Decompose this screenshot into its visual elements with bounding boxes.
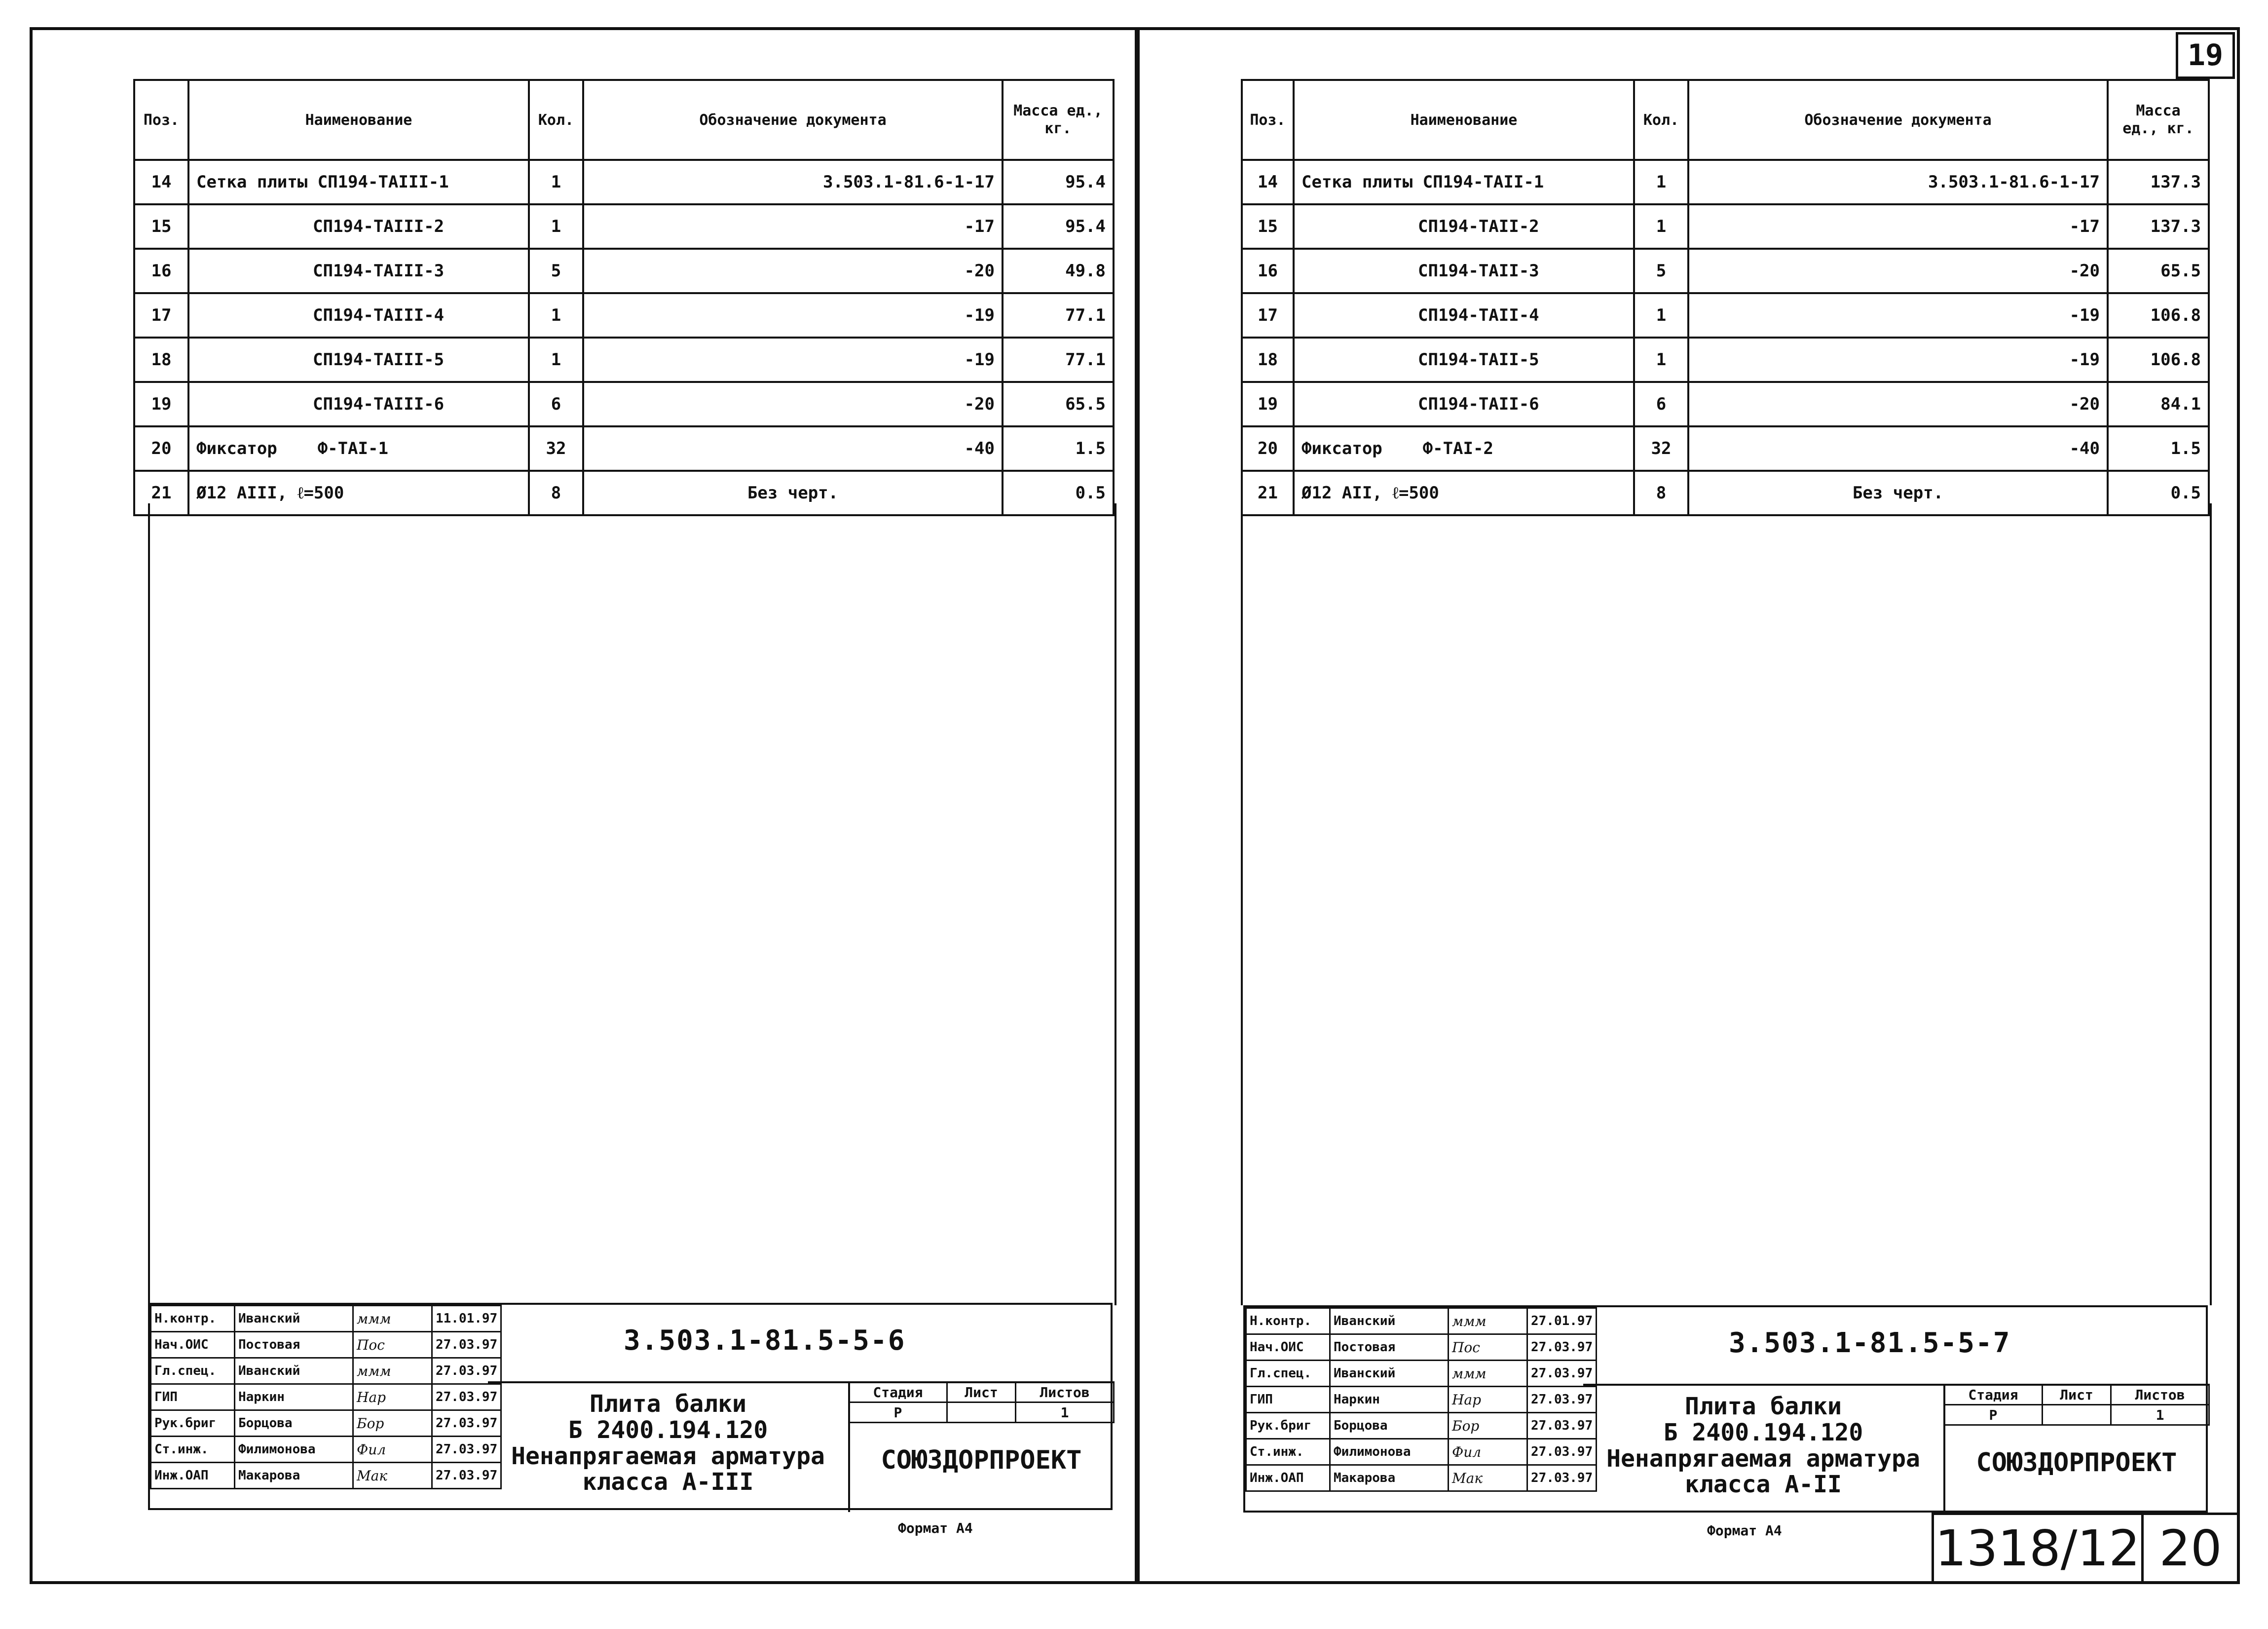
cell-qty: 6 xyxy=(529,382,583,426)
drawing-code: 3.503.1-81.5-5-7 xyxy=(1729,1327,2011,1359)
role: Гл.спец. xyxy=(151,1358,235,1384)
date: 27.03.97 xyxy=(1527,1334,1597,1361)
role: Н.контр. xyxy=(1246,1308,1330,1334)
cell-qty: 1 xyxy=(1634,338,1688,382)
title-line: Б 2400.194.120 xyxy=(1663,1418,1863,1446)
header-mass: Масса ед., кг. xyxy=(2108,80,2209,160)
table-row xyxy=(1242,204,2209,249)
table-row xyxy=(1242,382,2209,426)
approval-table-left xyxy=(150,1305,502,1489)
spec-table-left xyxy=(133,79,1115,516)
signature: Бор xyxy=(353,1410,432,1437)
title-line: класса А-II xyxy=(1685,1471,1842,1499)
cell-doc: -40 xyxy=(1688,426,2108,471)
album-sheet-number: 20 xyxy=(2141,1513,2240,1584)
date: 27.03.97 xyxy=(432,1358,501,1384)
cell-pos: 19 xyxy=(134,382,188,426)
date: 27.03.97 xyxy=(432,1410,501,1437)
stage-table-left xyxy=(848,1381,1115,1423)
cell-name: СП194-ТАII-4 xyxy=(1294,293,1634,338)
cell-qty: 1 xyxy=(529,160,583,204)
cell-pos: 20 xyxy=(1242,426,1294,471)
album-number: 1318/12 xyxy=(1932,1513,2144,1584)
cell-pos: 17 xyxy=(1242,293,1294,338)
date: 11.01.97 xyxy=(432,1306,501,1332)
cell-mass: 0.5 xyxy=(2108,471,2209,515)
role: Инж.ОАП xyxy=(151,1463,235,1489)
cell-mass: 77.1 xyxy=(1003,293,1114,338)
stage-value: Р xyxy=(1944,1405,2043,1425)
cell-mass: 106.8 xyxy=(2108,293,2209,338)
header-name: Наименование xyxy=(1294,80,1634,160)
title-line: Б 2400.194.120 xyxy=(568,1416,768,1444)
signature: Пос xyxy=(1449,1334,1527,1361)
approval-row xyxy=(1246,1465,1597,1491)
person: Макарова xyxy=(235,1463,353,1489)
cell-doc: -20 xyxy=(583,382,1003,426)
cell-mass: 77.1 xyxy=(1003,338,1114,382)
title-block-right xyxy=(1243,1305,2208,1513)
signature: Фил xyxy=(353,1437,432,1463)
approval-row xyxy=(1246,1439,1597,1465)
cell-qty: 5 xyxy=(1634,249,1688,293)
person: Иванский xyxy=(1330,1361,1449,1387)
person: Макарова xyxy=(1330,1465,1449,1491)
table-row xyxy=(134,249,1114,293)
approval-row xyxy=(151,1437,501,1463)
cell-qty: 1 xyxy=(1634,293,1688,338)
sheet-head: Лист xyxy=(2042,1385,2111,1405)
table-row xyxy=(134,160,1114,204)
cell-qty: 8 xyxy=(1634,471,1688,515)
title-line: Ненапрягаемая арматура xyxy=(511,1442,825,1470)
stage-head: Стадия xyxy=(849,1382,947,1402)
cell-qty: 5 xyxy=(529,249,583,293)
title-block-left xyxy=(148,1303,1113,1510)
approval-row xyxy=(151,1332,501,1358)
date: 27.03.97 xyxy=(1527,1387,1597,1413)
cell-doc: -17 xyxy=(583,204,1003,249)
role: Нач.ОИС xyxy=(1246,1334,1330,1361)
drawing-title xyxy=(490,1391,846,1495)
date: 27.03.97 xyxy=(432,1384,501,1410)
date: 27.03.97 xyxy=(1527,1465,1597,1491)
cell-doc: Без черт. xyxy=(1688,471,2108,515)
cell-doc: -20 xyxy=(583,249,1003,293)
cell-mass: 106.8 xyxy=(2108,338,2209,382)
cell-name: Фиксатор Ф-ТАI-2 xyxy=(1294,426,1634,471)
role: ГИП xyxy=(1246,1387,1330,1413)
cell-mass: 95.4 xyxy=(1003,204,1114,249)
approval-row xyxy=(151,1410,501,1437)
cell-name: СП194-ТАII-3 xyxy=(1294,249,1634,293)
cell-qty: 1 xyxy=(1634,160,1688,204)
corner-page-number: 19 xyxy=(2176,32,2235,79)
table-row xyxy=(134,338,1114,382)
cell-name: СП194-ТАIII-4 xyxy=(188,293,529,338)
cell-qty: 1 xyxy=(529,293,583,338)
cell-pos: 21 xyxy=(134,471,188,515)
cell-doc: 3.503.1-81.6-1-17 xyxy=(583,160,1003,204)
cell-pos: 15 xyxy=(1242,204,1294,249)
date: 27.03.97 xyxy=(432,1437,501,1463)
person: Постовая xyxy=(1330,1334,1449,1361)
cell-name: СП194-ТАIII-3 xyxy=(188,249,529,293)
cell-name: Фиксатор Ф-ТАI-1 xyxy=(188,426,529,471)
date: 27.03.97 xyxy=(1527,1413,1597,1439)
cell-pos: 18 xyxy=(1242,338,1294,382)
cell-mass: 84.1 xyxy=(2108,382,2209,426)
approval-row xyxy=(151,1306,501,1332)
table-row xyxy=(1242,338,2209,382)
table-row xyxy=(134,426,1114,471)
person: Иванский xyxy=(1330,1308,1449,1334)
table-row xyxy=(1242,160,2209,204)
approval-row xyxy=(1246,1413,1597,1439)
signature: Фил xyxy=(1449,1439,1527,1465)
cell-qty: 1 xyxy=(1634,204,1688,249)
header-pos: Поз. xyxy=(1242,80,1294,160)
cell-name: Сетка плиты СП194-ТАIII-1 xyxy=(188,160,529,204)
cell-doc: -19 xyxy=(583,338,1003,382)
person: Филимонова xyxy=(1330,1439,1449,1465)
signature: ммм xyxy=(353,1358,432,1384)
cell-doc: 3.503.1-81.6-1-17 xyxy=(1688,160,2108,204)
cell-qty: 1 xyxy=(529,338,583,382)
cell-mass: 1.5 xyxy=(2108,426,2209,471)
cell-pos: 16 xyxy=(134,249,188,293)
cell-doc: -19 xyxy=(1688,293,2108,338)
cell-name: СП194-ТАII-5 xyxy=(1294,338,1634,382)
title-line: Ненапрягаемая арматура xyxy=(1606,1444,1920,1473)
cell-pos: 21 xyxy=(1242,471,1294,515)
role: Н.контр. xyxy=(151,1306,235,1332)
sheets-head: Листов xyxy=(2111,1385,2209,1405)
table-row xyxy=(1242,293,2209,338)
cell-name: СП194-ТАIII-2 xyxy=(188,204,529,249)
cell-mass: 65.5 xyxy=(1003,382,1114,426)
header-qty: Кол. xyxy=(1634,80,1688,160)
table-row xyxy=(134,382,1114,426)
approval-row xyxy=(1246,1361,1597,1387)
sheets-head: Листов xyxy=(1016,1382,1114,1402)
drawing-title xyxy=(1586,1394,1941,1498)
approval-row xyxy=(1246,1308,1597,1334)
signature: Бор xyxy=(1449,1413,1527,1439)
cell-qty: 32 xyxy=(1634,426,1688,471)
role: Ст.инж. xyxy=(151,1437,235,1463)
signature: Мак xyxy=(353,1463,432,1489)
cell-mass: 49.8 xyxy=(1003,249,1114,293)
stage-table-right xyxy=(1943,1384,2210,1426)
organization-name: СОЮЗДОРПРОЕКТ xyxy=(881,1445,1082,1475)
cell-qty: 8 xyxy=(529,471,583,515)
organization-name: СОЮЗДОРПРОЕКТ xyxy=(1976,1448,2177,1477)
person: Постовая xyxy=(235,1332,353,1358)
cell-doc: -17 xyxy=(1688,204,2108,249)
format-label: Формат А4 xyxy=(898,1520,973,1536)
cell-mass: 65.5 xyxy=(2108,249,2209,293)
signature: ммм xyxy=(1449,1361,1527,1387)
date: 27.03.97 xyxy=(1527,1361,1597,1387)
cell-qty: 32 xyxy=(529,426,583,471)
signature: Пос xyxy=(353,1332,432,1358)
approval-row xyxy=(151,1384,501,1410)
date: 27.01.97 xyxy=(1527,1308,1597,1334)
role: Инж.ОАП xyxy=(1246,1465,1330,1491)
sheet-value xyxy=(2042,1405,2111,1425)
date: 27.03.97 xyxy=(432,1332,501,1358)
header-mass: Масса ед., кг. xyxy=(1003,80,1114,160)
sheet-value xyxy=(947,1402,1015,1423)
title-line: класса А-III xyxy=(582,1468,754,1496)
signature: Нар xyxy=(1449,1387,1527,1413)
sheets-value: 1 xyxy=(2111,1405,2209,1425)
cell-mass: 137.3 xyxy=(2108,160,2209,204)
date: 27.03.97 xyxy=(432,1463,501,1489)
stage-value: Р xyxy=(849,1402,947,1423)
sheets-value: 1 xyxy=(1016,1402,1114,1423)
table-row xyxy=(1242,426,2209,471)
cell-mass: 1.5 xyxy=(1003,426,1114,471)
person: Наркин xyxy=(235,1384,353,1410)
cell-doc: -19 xyxy=(1688,338,2108,382)
cell-doc: -19 xyxy=(583,293,1003,338)
table-row xyxy=(134,293,1114,338)
cell-qty: 1 xyxy=(529,204,583,249)
sheet-head: Лист xyxy=(947,1382,1015,1402)
header-doc: Обозначение документа xyxy=(583,80,1003,160)
role: Ст.инж. xyxy=(1246,1439,1330,1465)
approval-table-right xyxy=(1245,1307,1597,1492)
header-pos: Поз. xyxy=(134,80,188,160)
cell-mass: 137.3 xyxy=(2108,204,2209,249)
title-line: Плита балки xyxy=(1685,1393,1842,1420)
person: Иванский xyxy=(235,1358,353,1384)
approval-row xyxy=(1246,1334,1597,1361)
person: Иванский xyxy=(235,1306,353,1332)
cell-name: СП194-ТАIII-5 xyxy=(188,338,529,382)
table-row xyxy=(134,204,1114,249)
header-qty: Кол. xyxy=(529,80,583,160)
cell-pos: 20 xyxy=(134,426,188,471)
approval-row xyxy=(151,1463,501,1489)
spec-body-right xyxy=(1241,503,2212,1305)
approval-row xyxy=(1246,1387,1597,1413)
signature: Мак xyxy=(1449,1465,1527,1491)
cell-doc: -20 xyxy=(1688,382,2108,426)
role: Нач.ОИС xyxy=(151,1332,235,1358)
cell-name: СП194-ТАIII-6 xyxy=(188,382,529,426)
stage-head: Стадия xyxy=(1944,1385,2043,1405)
drawing-code: 3.503.1-81.5-5-6 xyxy=(624,1325,906,1357)
signature: ммм xyxy=(1449,1308,1527,1334)
cell-doc: -20 xyxy=(1688,249,2108,293)
approval-row xyxy=(151,1358,501,1384)
person: Наркин xyxy=(1330,1387,1449,1413)
cell-name: Ø12 АIII, ℓ=500 xyxy=(188,471,529,515)
cell-name: Сетка плиты СП194-ТАII-1 xyxy=(1294,160,1634,204)
cell-pos: 19 xyxy=(1242,382,1294,426)
cell-name: Ø12 АII, ℓ=500 xyxy=(1294,471,1634,515)
person: Филимонова xyxy=(235,1437,353,1463)
format-label: Формат А4 xyxy=(1707,1522,1782,1539)
cell-qty: 6 xyxy=(1634,382,1688,426)
cell-pos: 18 xyxy=(134,338,188,382)
cell-doc: -40 xyxy=(583,426,1003,471)
title-line: Плита балки xyxy=(590,1390,746,1418)
role: Рук.бриг xyxy=(1246,1413,1330,1439)
spec-table-right xyxy=(1241,79,2210,516)
header-name: Наименование xyxy=(188,80,529,160)
date: 27.03.97 xyxy=(1527,1439,1597,1465)
person: Борцова xyxy=(235,1410,353,1437)
cell-name: СП194-ТАII-2 xyxy=(1294,204,1634,249)
person: Борцова xyxy=(1330,1413,1449,1439)
header-doc: Обозначение документа xyxy=(1688,80,2108,160)
signature: ммм xyxy=(353,1306,432,1332)
spec-body-left xyxy=(148,503,1116,1305)
cell-pos: 14 xyxy=(1242,160,1294,204)
cell-pos: 17 xyxy=(134,293,188,338)
role: ГИП xyxy=(151,1384,235,1410)
signature: Нар xyxy=(353,1384,432,1410)
role: Гл.спец. xyxy=(1246,1361,1330,1387)
cell-pos: 16 xyxy=(1242,249,1294,293)
role: Рук.бриг xyxy=(151,1410,235,1437)
cell-mass: 0.5 xyxy=(1003,471,1114,515)
cell-pos: 15 xyxy=(134,204,188,249)
cell-doc: Без черт. xyxy=(583,471,1003,515)
cell-pos: 14 xyxy=(134,160,188,204)
cell-mass: 95.4 xyxy=(1003,160,1114,204)
cell-name: СП194-ТАII-6 xyxy=(1294,382,1634,426)
table-row xyxy=(1242,249,2209,293)
